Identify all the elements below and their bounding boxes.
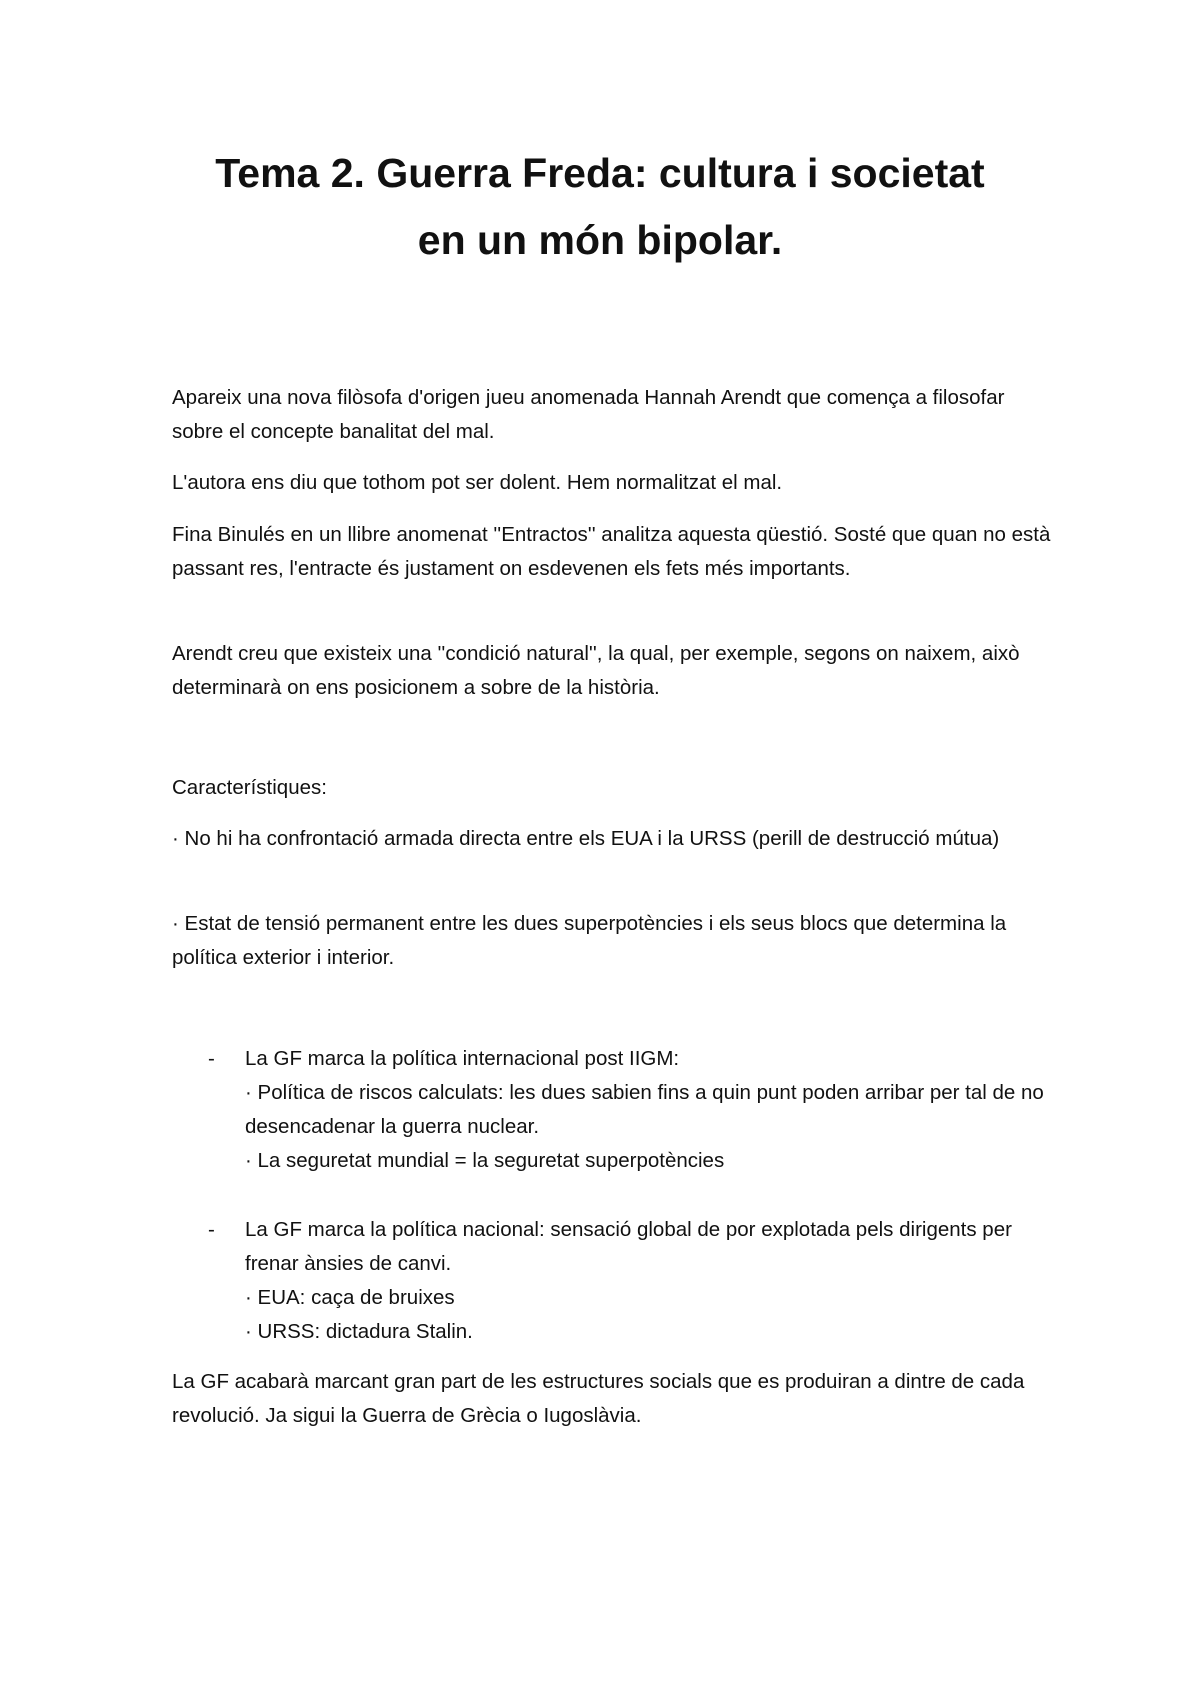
paragraph-autora: L'autora ens diu que tothom pot ser dolent. Hem normalitzat el mal.	[172, 471, 783, 494]
paragraph-arendt-intro: Apareix una nova filòsofa d'origen jueu anomenada Hannah Arendt que comença a filosofar sobre el concepte banalitat del mal.	[172, 386, 1005, 443]
paragraph-binules: Fina Binulés en un llibre anomenat ''Entractos'' analitza aquesta qüestió. Sosté que quan no està passant res, l'entracte és justament on esdevenen els fets més importants.	[172, 523, 1051, 580]
paragraph-conclusion: La GF acabarà marcant gran part de les estructures socials que es produiran a dintre de cada revolució. Ja sigui la Guerra de Grècia o Iugoslàvia.	[172, 1370, 1025, 1427]
page-title	[150, 140, 1050, 274]
list-sub-item: · EUA: caça de bruixes	[245, 1286, 455, 1309]
list-dash: -	[208, 1047, 215, 1070]
list-lead: La GF marca la política internacional post IIGM:	[245, 1047, 680, 1070]
list-item-internacional	[208, 1042, 1048, 1178]
list-lead: La GF marca la política nacional: sensació global de por explotada pels dirigents per frenar ànsies de canvi.	[245, 1218, 1012, 1275]
list-sub-item: · Política de riscos calculats: les dues sabien fins a quin punt poden arribar per tal de no desencadenar la guerra nuclear.	[245, 1081, 1044, 1138]
characteristic-item: · Estat de tensió permanent entre les dues superpotències i els seus blocs que determina la política exterior i interior.	[172, 912, 1007, 969]
list-sub-item: · URSS: dictadura Stalin.	[245, 1320, 473, 1343]
paragraph-condicio-natural: Arendt creu que existeix una ''condició natural'', la qual, per exemple, segons on naixem, això determinarà on ens posicionem a sobre de la història.	[172, 642, 1020, 699]
title-line-2: en un món bipolar.	[417, 217, 783, 263]
title-line-1: Tema 2. Guerra Freda: cultura i societat	[215, 150, 985, 196]
list-dash: -	[208, 1218, 215, 1241]
characteristic-item: · No hi ha confrontació armada directa entre els EUA i la URSS (perill de destrucció mútua)	[172, 827, 1000, 850]
list-sub-item: · La seguretat mundial = la seguretat superpotències	[245, 1149, 725, 1172]
list-item-nacional	[208, 1213, 1048, 1349]
characteristics-heading: Característiques:	[172, 776, 327, 799]
